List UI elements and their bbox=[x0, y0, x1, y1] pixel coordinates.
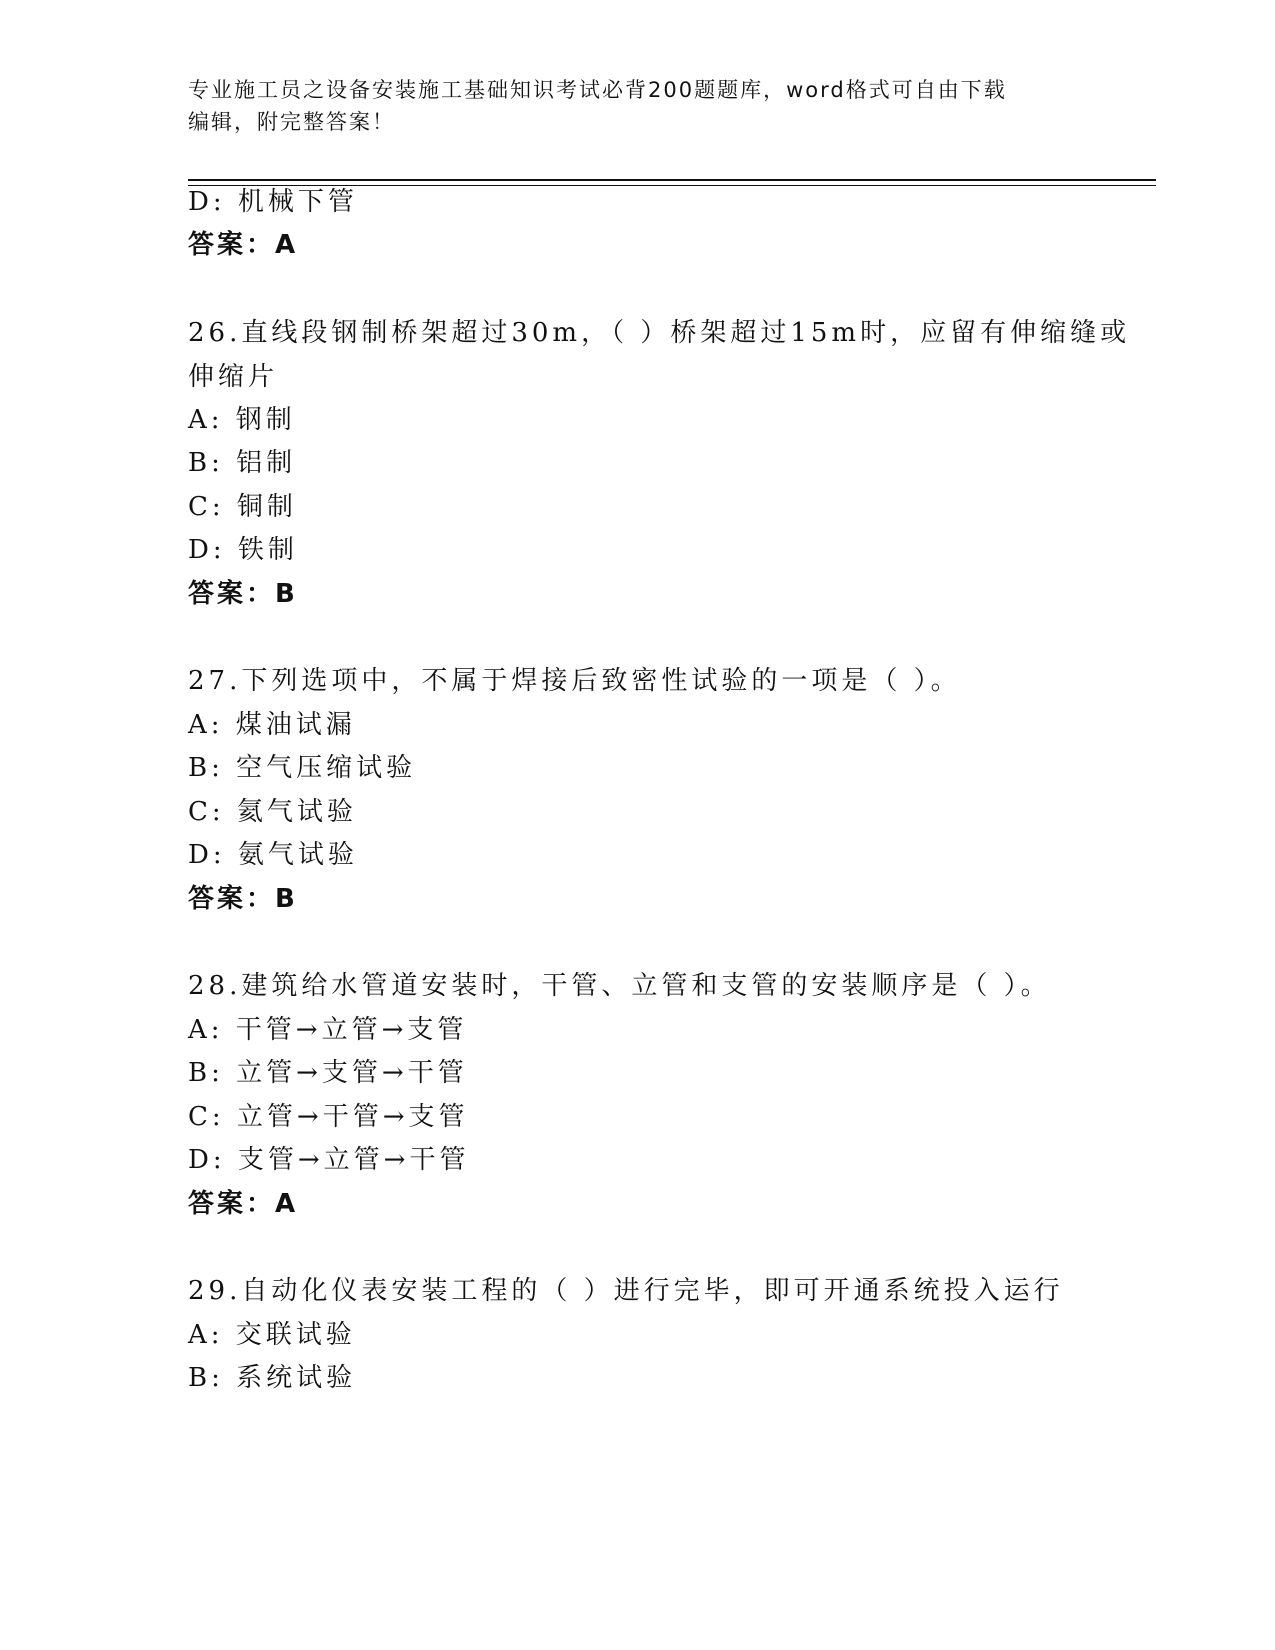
q26-answer: 答案：B bbox=[188, 579, 298, 609]
q26-option-d: D: 铁制 bbox=[188, 535, 298, 565]
header-divider-thick bbox=[188, 179, 1156, 181]
q26-option-c: C: 铜制 bbox=[188, 492, 297, 522]
q29-option-b: B: 系统试验 bbox=[188, 1363, 357, 1393]
q29-question: 29.自动化仪表安装工程的（ ）进行完毕，即可开通系统投入运行 bbox=[188, 1276, 1064, 1306]
q27-option-d: D: 氨气试验 bbox=[188, 840, 358, 870]
header-title-line-1: 专业施工员之设备安装施工基础知识考试必背200题题库，word格式可自由下载 bbox=[188, 78, 1007, 102]
header-title-line-2: 编辑，附完整答案！ bbox=[188, 110, 395, 134]
q27-answer: 答案：B bbox=[188, 884, 298, 914]
q26-option-a: A: 钢制 bbox=[188, 405, 296, 435]
q28-option-c: C: 立管→干管→支管 bbox=[188, 1102, 469, 1132]
q28-option-d: D: 支管→立管→干管 bbox=[188, 1145, 470, 1175]
q28-question: 28.建筑给水管道安装时，干管、立管和支管的安装顺序是（ ）。 bbox=[188, 971, 1051, 1001]
q28-answer: 答案：A bbox=[188, 1189, 299, 1219]
q29-option-a: A: 交联试验 bbox=[188, 1320, 356, 1350]
q28-option-a: A: 干管→立管→支管 bbox=[188, 1015, 468, 1045]
q26-option-b: B: 铝制 bbox=[188, 448, 297, 478]
document-header bbox=[188, 74, 1088, 138]
q27-option-b: B: 空气压缩试验 bbox=[188, 753, 417, 783]
q27-option-a: A: 煤油试漏 bbox=[188, 710, 356, 740]
q28-option-b: B: 立管→支管→干管 bbox=[188, 1058, 468, 1088]
q27-question: 27.下列选项中，不属于焊接后致密性试验的一项是（ ）。 bbox=[188, 666, 961, 696]
q26-question-line-2: 伸缩片 bbox=[188, 362, 279, 392]
q26-question-line-1: 26.直线段钢制桥架超过30m，（ ）桥架超过15m时，应留有伸缩缝或 bbox=[188, 318, 1131, 348]
q27-option-c: C: 氦气试验 bbox=[188, 797, 357, 827]
q25-answer: 答案：A bbox=[188, 230, 299, 260]
q25-option-d: D: 机械下管 bbox=[188, 187, 358, 217]
